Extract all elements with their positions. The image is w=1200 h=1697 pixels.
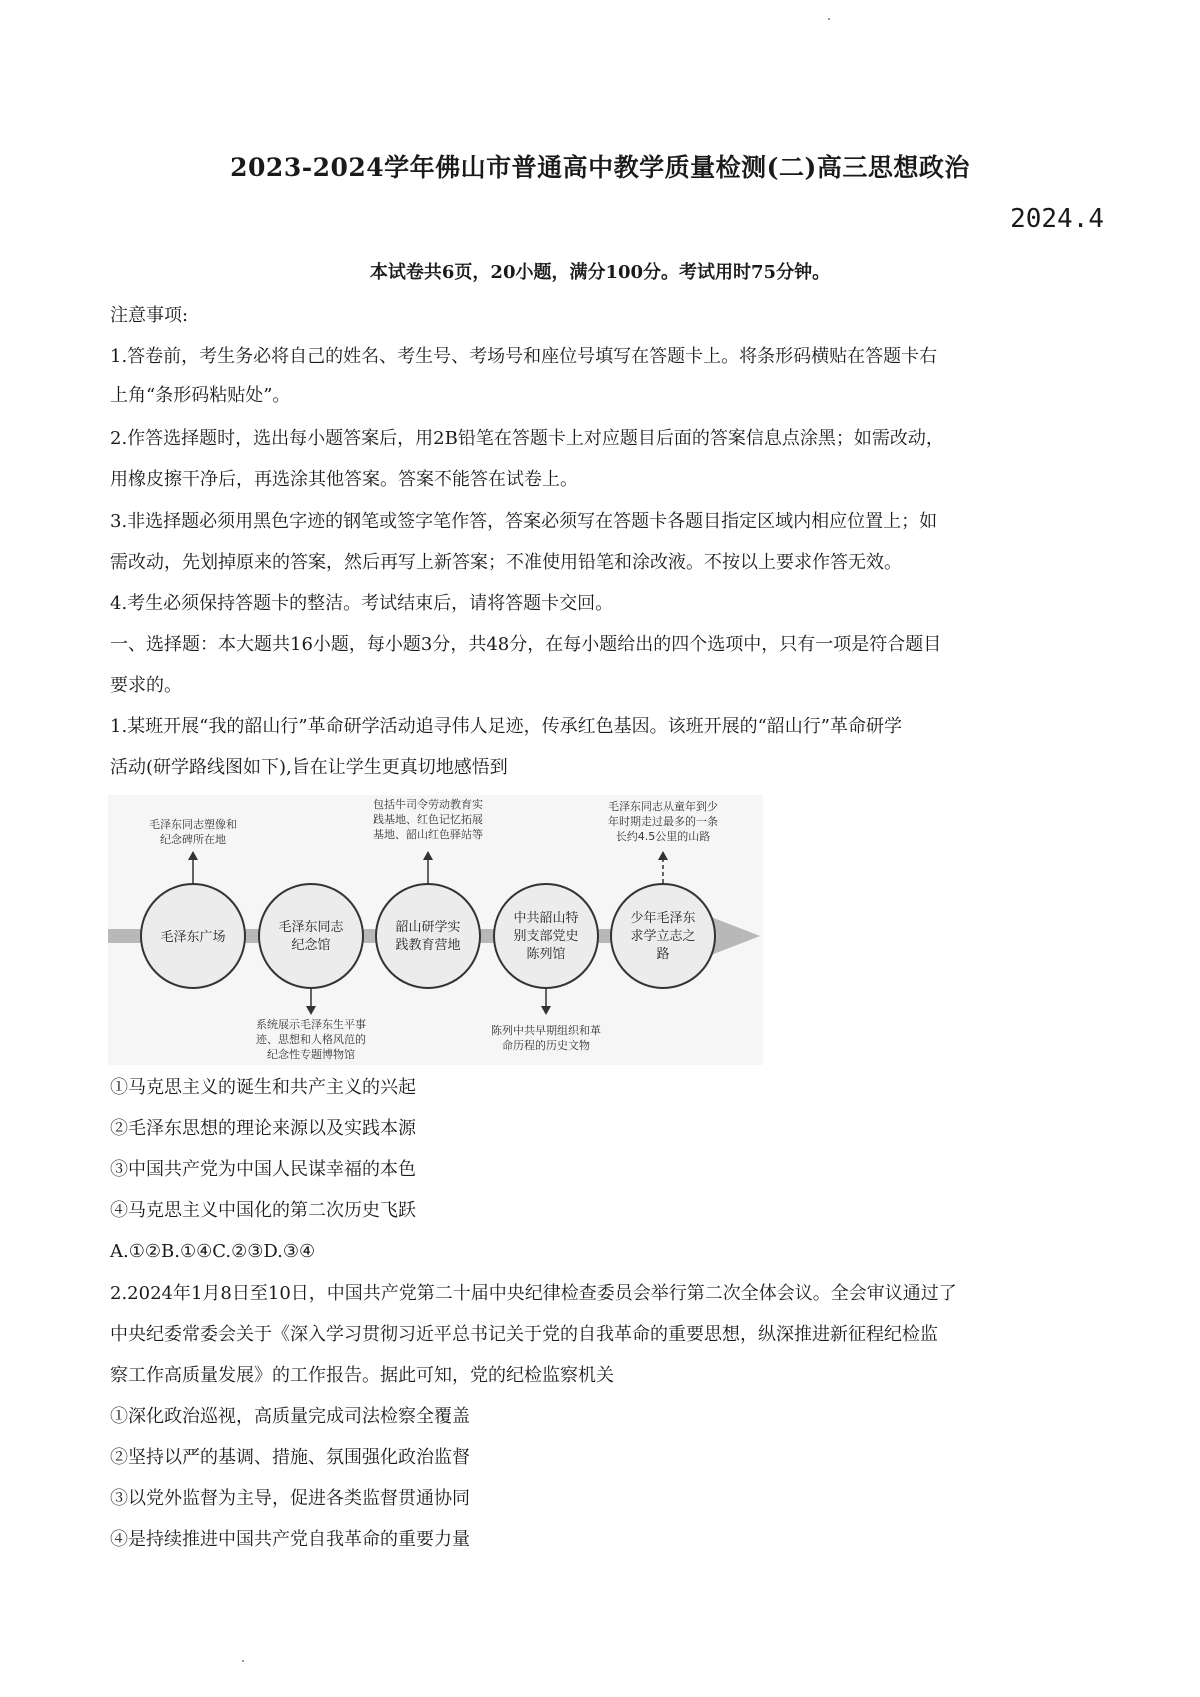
question-1-option: ②毛泽东思想的理论来源以及实践本源: [110, 1118, 416, 1139]
question-1-option: ④马克思主义中国化的第二次历史飞跃: [110, 1200, 416, 1221]
notice-heading: 注意事项:: [110, 305, 189, 326]
route-note-line: 包括牛司令劳动教育实: [373, 798, 483, 811]
question-2-stem: 2.2024年1月8日至10日，中国共产党第二十届中央纪律检查委员会举行第二次全体会议。全会审议通过了: [110, 1283, 957, 1304]
question-1-option: ①马克思主义的诞生和共产主义的兴起: [110, 1077, 416, 1098]
route-note-line: 纪念性专题博物馆: [267, 1048, 355, 1061]
scan-speck: [242, 1660, 244, 1662]
exam-info: 本试卷共6页，20小题，满分100分。考试用时75分钟。: [369, 262, 831, 283]
route-stop-label: 路: [656, 947, 670, 962]
notice-line: 需改动，先划掉原来的答案，然后再写上新答案；不准使用铅笔和涂改液。不按以上要求作答无效。: [110, 552, 902, 573]
route-note-line: 迹、思想和人格风范的: [256, 1033, 366, 1046]
question-2-stem: 察工作高质量发展》的工作报告。据此可知，党的纪检监察机关: [110, 1365, 614, 1386]
notice-line: 1.答卷前，考生务必将自己的姓名、考生号、考场号和座位号填写在答题卡上。将条形码横贴在答题卡右: [110, 346, 938, 367]
route-stop-label: 别支部党史: [513, 929, 579, 944]
route-stop-label: 中共韶山特: [513, 911, 579, 926]
exam-title: 2023-2024学年佛山市普通高中教学质量检测(二)高三思想政治: [230, 153, 970, 182]
route-note-line: 陈列中共早期组织和革: [491, 1024, 601, 1037]
route-note: [239, 1017, 383, 1062]
route-note-line: 践基地、红色记忆拓展: [373, 813, 483, 826]
route-note: [128, 817, 258, 847]
route-note-line: 命历程的历史文物: [502, 1039, 590, 1052]
route-note: [356, 797, 500, 842]
route-note-line: 基地、韶山红色驿站等: [373, 828, 483, 841]
route-stop-label: 求学立志之: [630, 929, 696, 944]
route-stop-circle: [259, 884, 363, 988]
route-stop-label: 韶山研学实: [395, 920, 461, 935]
question-2-option: ②坚持以严的基调、措施、氛围强化政治监督: [110, 1447, 470, 1468]
route-note-line: 年时期走过最多的一条: [608, 815, 718, 828]
question-2-option: ④是持续推进中国共产党自我革命的重要力量: [110, 1529, 470, 1550]
route-note-line: 系统展示毛泽东生平事: [256, 1018, 366, 1031]
route-note-line: 长约4.5公里的山路: [615, 830, 711, 843]
notice-line: 3.非选择题必须用黑色字迹的钢笔或签字笔作答，答案必须写在答题卡各题目指定区域内相应位置上；如: [110, 511, 938, 532]
question-2-option: ①深化政治巡视，高质量完成司法检察全覆盖: [110, 1406, 470, 1427]
notice-line: 上角“条形码粘贴处”。: [110, 385, 291, 406]
section-heading: 一、选择题：本大题共16小题，每小题3分，共48分，在每小题给出的四个选项中，只有一项是符合题目: [110, 634, 942, 655]
route-diagram: [108, 795, 763, 1065]
route-note: [592, 799, 734, 844]
question-1-option: ③中国共产党为中国人民谋幸福的本色: [110, 1159, 416, 1180]
question-2-stem: 中央纪委常委会关于《深入学习贯彻习近平总书记关于党的自我革命的重要思想，纵深推进新征程纪检监: [110, 1324, 938, 1345]
route-note-line: 毛泽东同志从童年到少: [608, 800, 718, 813]
notice-line: 4.考生必须保持答题卡的整洁。考试结束后，请将答题卡交回。: [110, 593, 614, 614]
route-stop-label: 毛泽东同志: [278, 920, 344, 935]
question-1-answers: A.①②B.①④C.②③D.③④: [110, 1241, 316, 1262]
notice-line: 2.作答选择题时，选出每小题答案后，用2B铅笔在答题卡上对应题目后面的答案信息点涂黑；如需改动，: [110, 428, 944, 449]
scan-speck: [828, 18, 830, 20]
question-2-option: ③以党外监督为主导，促进各类监督贯通协同: [110, 1488, 470, 1509]
route-note-line: 纪念碑所在地: [160, 833, 226, 846]
route-stop-label: 践教育营地: [395, 938, 461, 953]
route-note: [474, 1023, 618, 1053]
question-1-stem: 活动(研学路线图如下),旨在让学生更真切地感悟到: [110, 757, 508, 778]
section-heading: 要求的。: [110, 675, 182, 696]
exam-date: 2024.4: [1010, 204, 1104, 234]
route-stop-label: 陈列馆: [526, 947, 566, 962]
notice-line: 用橡皮擦干净后，再选涂其他答案。答案不能答在试卷上。: [110, 469, 578, 490]
route-stop-label: 毛泽东广场: [160, 930, 226, 945]
question-1-stem: 1.某班开展“我的韶山行”革命研学活动追寻伟人足迹，传承红色基因。该班开展的“韶山行”革命研学: [110, 716, 902, 737]
route-stop-circle: [376, 884, 480, 988]
route-stop-label: 少年毛泽东: [630, 911, 696, 926]
route-stop-label: 纪念馆: [291, 938, 331, 953]
route-note-line: 毛泽东同志塑像和: [149, 818, 237, 831]
